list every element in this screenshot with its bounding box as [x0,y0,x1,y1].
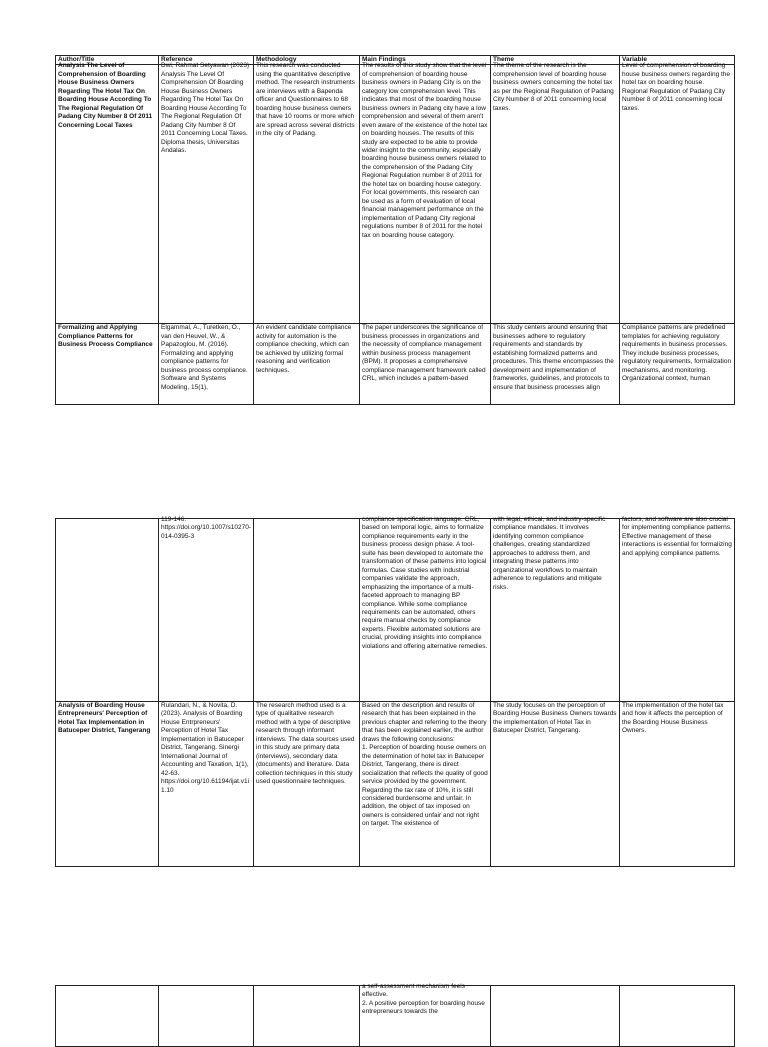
row1-variable [620,62,735,324]
row3-reference-cont [159,986,254,1047]
row2-main-findings-text: The paper underscores the significance of business processes in organizations and the necessity of compliance management within business process management (BPM). It proposes a comprehensive compliance management framework called CRL, which includes a pattern-based [362,324,488,383]
row2-reference-text: Elgammal, A., Turetken, O., van den Heuvel, W., & Papazoglou, M. (2016). Formalizing and applying compliance patterns for business process compliance. Software and Systems Modeling, 15(1), [161,324,250,391]
row2-theme-cont-text: with legal, ethical, and industry-specific compliance mandates. It involves identifying common compliance challenges, creating standardized approaches to address them, and integrating these patterns into organizational workflows to maintain adherence to regulations and mitigate risks. [493,516,608,591]
row3-variable [620,702,735,867]
row1-theme [491,62,620,324]
table-row [56,702,735,867]
row3-author-title-text: Analysis of Boarding House Entrepreneurs' Perception of Hotel Tax Implementation in Batuceper District, Tangerang [58,702,151,735]
row1-author-title-text: Analysis The Level of Comprehension of Boarding House Business Owners Regarding The Hotel Tax On Boarding House According To The Regional Regulation Of Padang City Number 8 Of 2011 Concerning Local Taxes [58,62,155,129]
row3-methodology [254,702,360,867]
table-segment-1 [55,55,734,405]
row1-variable-text: Level of comprehension of boarding house business owners regarding the hotel tax on boarding house. Regional Regulation of Padang City Number 8 of 2011 concerning local taxes. [622,62,731,112]
row2-theme [491,324,620,405]
row3-methodology-cont [254,986,360,1047]
row3-variable-text: The implementation of the hotel tax and how it affects the perception of the Boarding House Business Owners. [622,702,726,735]
table-row [56,519,735,702]
row2-reference-cont-text: 119-146. https://doi.org/10.1007/s10270-014-0395-3 [161,516,251,540]
header-theme: Theme [491,56,620,65]
row3-author-title-cont [56,986,159,1047]
row3-main-findings-cont-text: a self-assessment mechanism feels effective. 2. A positive perception for boarding house entrepreneurs towards the [362,983,485,1016]
row3-main-findings-text: Based on the description and results of research that has been explained in the previous chapter and referring to the theory that has been explained earlier, the author draws the following conclusions: 1. Perception of boarding house owners on the determination of hotel tax in Batuceper District, Tangerang, there is direct socialization that reflects the quality of good service provided by the government. Regarding the tax rate of 10%, it is still considered burdensome and unfair. In addition, the object of tax imposed on owners is considered unfair and not right on target. The existence of [362,702,488,828]
row2-main-findings-cont-text: compliance specification language. CRL, based on temporal logic, aims to formalize compliance requirements early in the business process design phase. A tool-suite has been developed to automate the transformation of these patterns into logical formulas. Case studies with industrial companies validate the approach, emphasizing the importance of a multi-faceted approach to managing BP compliance. While some compliance requirements can be automated, others require manual checks by compliance experts. Flexible automated solutions are crucial, providing insights into compliance violations and offering alternative remedies. [362,516,489,650]
row3-variable-cont [620,986,735,1047]
row3-main-findings [360,702,491,867]
row1-reference [159,62,254,324]
row3-author-title [56,702,159,867]
row2-author-title [56,324,159,405]
row1-main-findings-text: The results of this study show that the level of comprehension of boarding house business owners in Padang City is on the category low comprehension level. This indicates that most of the boarding house business owners in Padang city have a low comprehension and several of them aren't even aware of the existence of the hotel tax on boarding houses. The results of this study are expected to be able to provide wider insight to the community, especially boarding house business owners related to the comprehension of the Padang City Regional Regulation number 8 of 2011 for the hotel tax on boarding house category. For local governments, this research can be used as a form of evaluation of local financial management performance on the implementation of Padang City regional regulations number 8 of 2011 for the hotel tax on boarding house category. [362,62,490,239]
row2-variable-cont [620,516,735,702]
row1-main-findings [360,62,491,324]
row2-methodology [254,324,360,405]
header-methodology: Methodology [254,56,360,65]
row2-variable-text: Compliance patterns are predefined templates for achieving regulatory requirements in business processes. They include business processes, regulatory requirements, formalization mechanisms, and monitoring. Organizational context, human [622,324,733,383]
row1-reference-text: Dwi, Rahmat Setyawan (2023) Analysis The Level Of Comprehension Of Boarding House Business Owners Regarding The Hotel Tax On Boarding House According To The Regional Regulation Of Padang City Number 8 Of 2011 Concerning Local Taxes. Diploma thesis, Universitas Andalas. [161,62,251,154]
row2-author-title-cont [56,519,159,702]
literature-review-table-continued [55,518,735,867]
table-segment-2 [55,518,734,873]
table-segment-3 [55,985,734,1025]
row2-variable-cont-text: factors, and software are also crucial for implementing compliance patterns. Effective management of these interactions is essential for formalizing and applying compliance patterns. [622,516,734,557]
row2-theme-cont [491,516,620,702]
row1-author-title [56,62,159,324]
row1-theme-text: The theme of the research is the comprehension level of boarding house business owners concerning the hotel tax as per the Regional Regulation of Padang City Number 8 of 2011 concerning local taxes. [493,62,616,112]
row3-main-findings-cont [360,983,491,1047]
header-author-title: Author/Title [56,56,159,65]
row1-methodology [254,62,360,324]
row3-methodology-text: The research method used is a type of qualitative research method with a type of descriptive research through informant interviews. The data sources used in this study are primary data (interviews), secondary data (documents) and literature. Data collection techniques in this study used questionnaire techniques. [256,702,357,786]
table-row [56,986,735,1047]
header-main-findings: Main Findings [360,56,491,65]
row2-variable [620,324,735,405]
table-row [56,65,735,324]
row2-methodology-text: An evident candidate compliance activity for automation is the compliance checking, which can be achieved by utilizing formal reasoning and verification techniques. [256,324,354,374]
row2-theme-text: This study centers around ensuring that businesses adhere to regulatory requirements and standards by establishing formalized patterns and procedures. This theme encompasses the development and implementation of frameworks, guidelines, and protocols to ensure that business processes align [493,324,616,391]
row2-methodology-cont [254,519,360,702]
header-reference: Reference [159,56,254,65]
row3-theme-text: The study focuses on the perception of Boarding House Business Owners towards the implementation of Hotel Tax in Batuceper District, Tangerang. [493,702,619,735]
header-variable: Variable [620,56,735,65]
row2-reference-cont [159,516,254,702]
row3-reference [159,702,254,867]
row3-theme-cont [491,986,620,1047]
row2-main-findings-cont [360,516,491,702]
row1-methodology-text: This research was conducted using the quantitative descriptive method. The research instruments are interviews with a Bapenda officer and Questionnaires to 68 boarding house business owners that have 10 rooms or more which are spread across several districts in the city of Padang. [256,62,357,138]
row2-author-title-text: Formalizing and Applying Compliance Patterns for Business Process Compliance [58,324,153,349]
row2-main-findings [360,324,491,405]
row3-theme [491,702,620,867]
row3-reference-text: Rulandari, N., & Novita, D. (2023). Analysis of Boarding House Entrpreneurs' Perception of Hotel Tax Implementation in Batuceper District, Tangerang. Sinergi International Journal of Accounting and Taxation, 1(1), 42-63. https://doi.org/10.61194/ijat.v1i1.10 [161,702,251,794]
literature-review-table [55,55,735,405]
table-row [56,324,735,405]
row2-reference [159,324,254,405]
literature-review-table-continued-2 [55,985,735,1047]
